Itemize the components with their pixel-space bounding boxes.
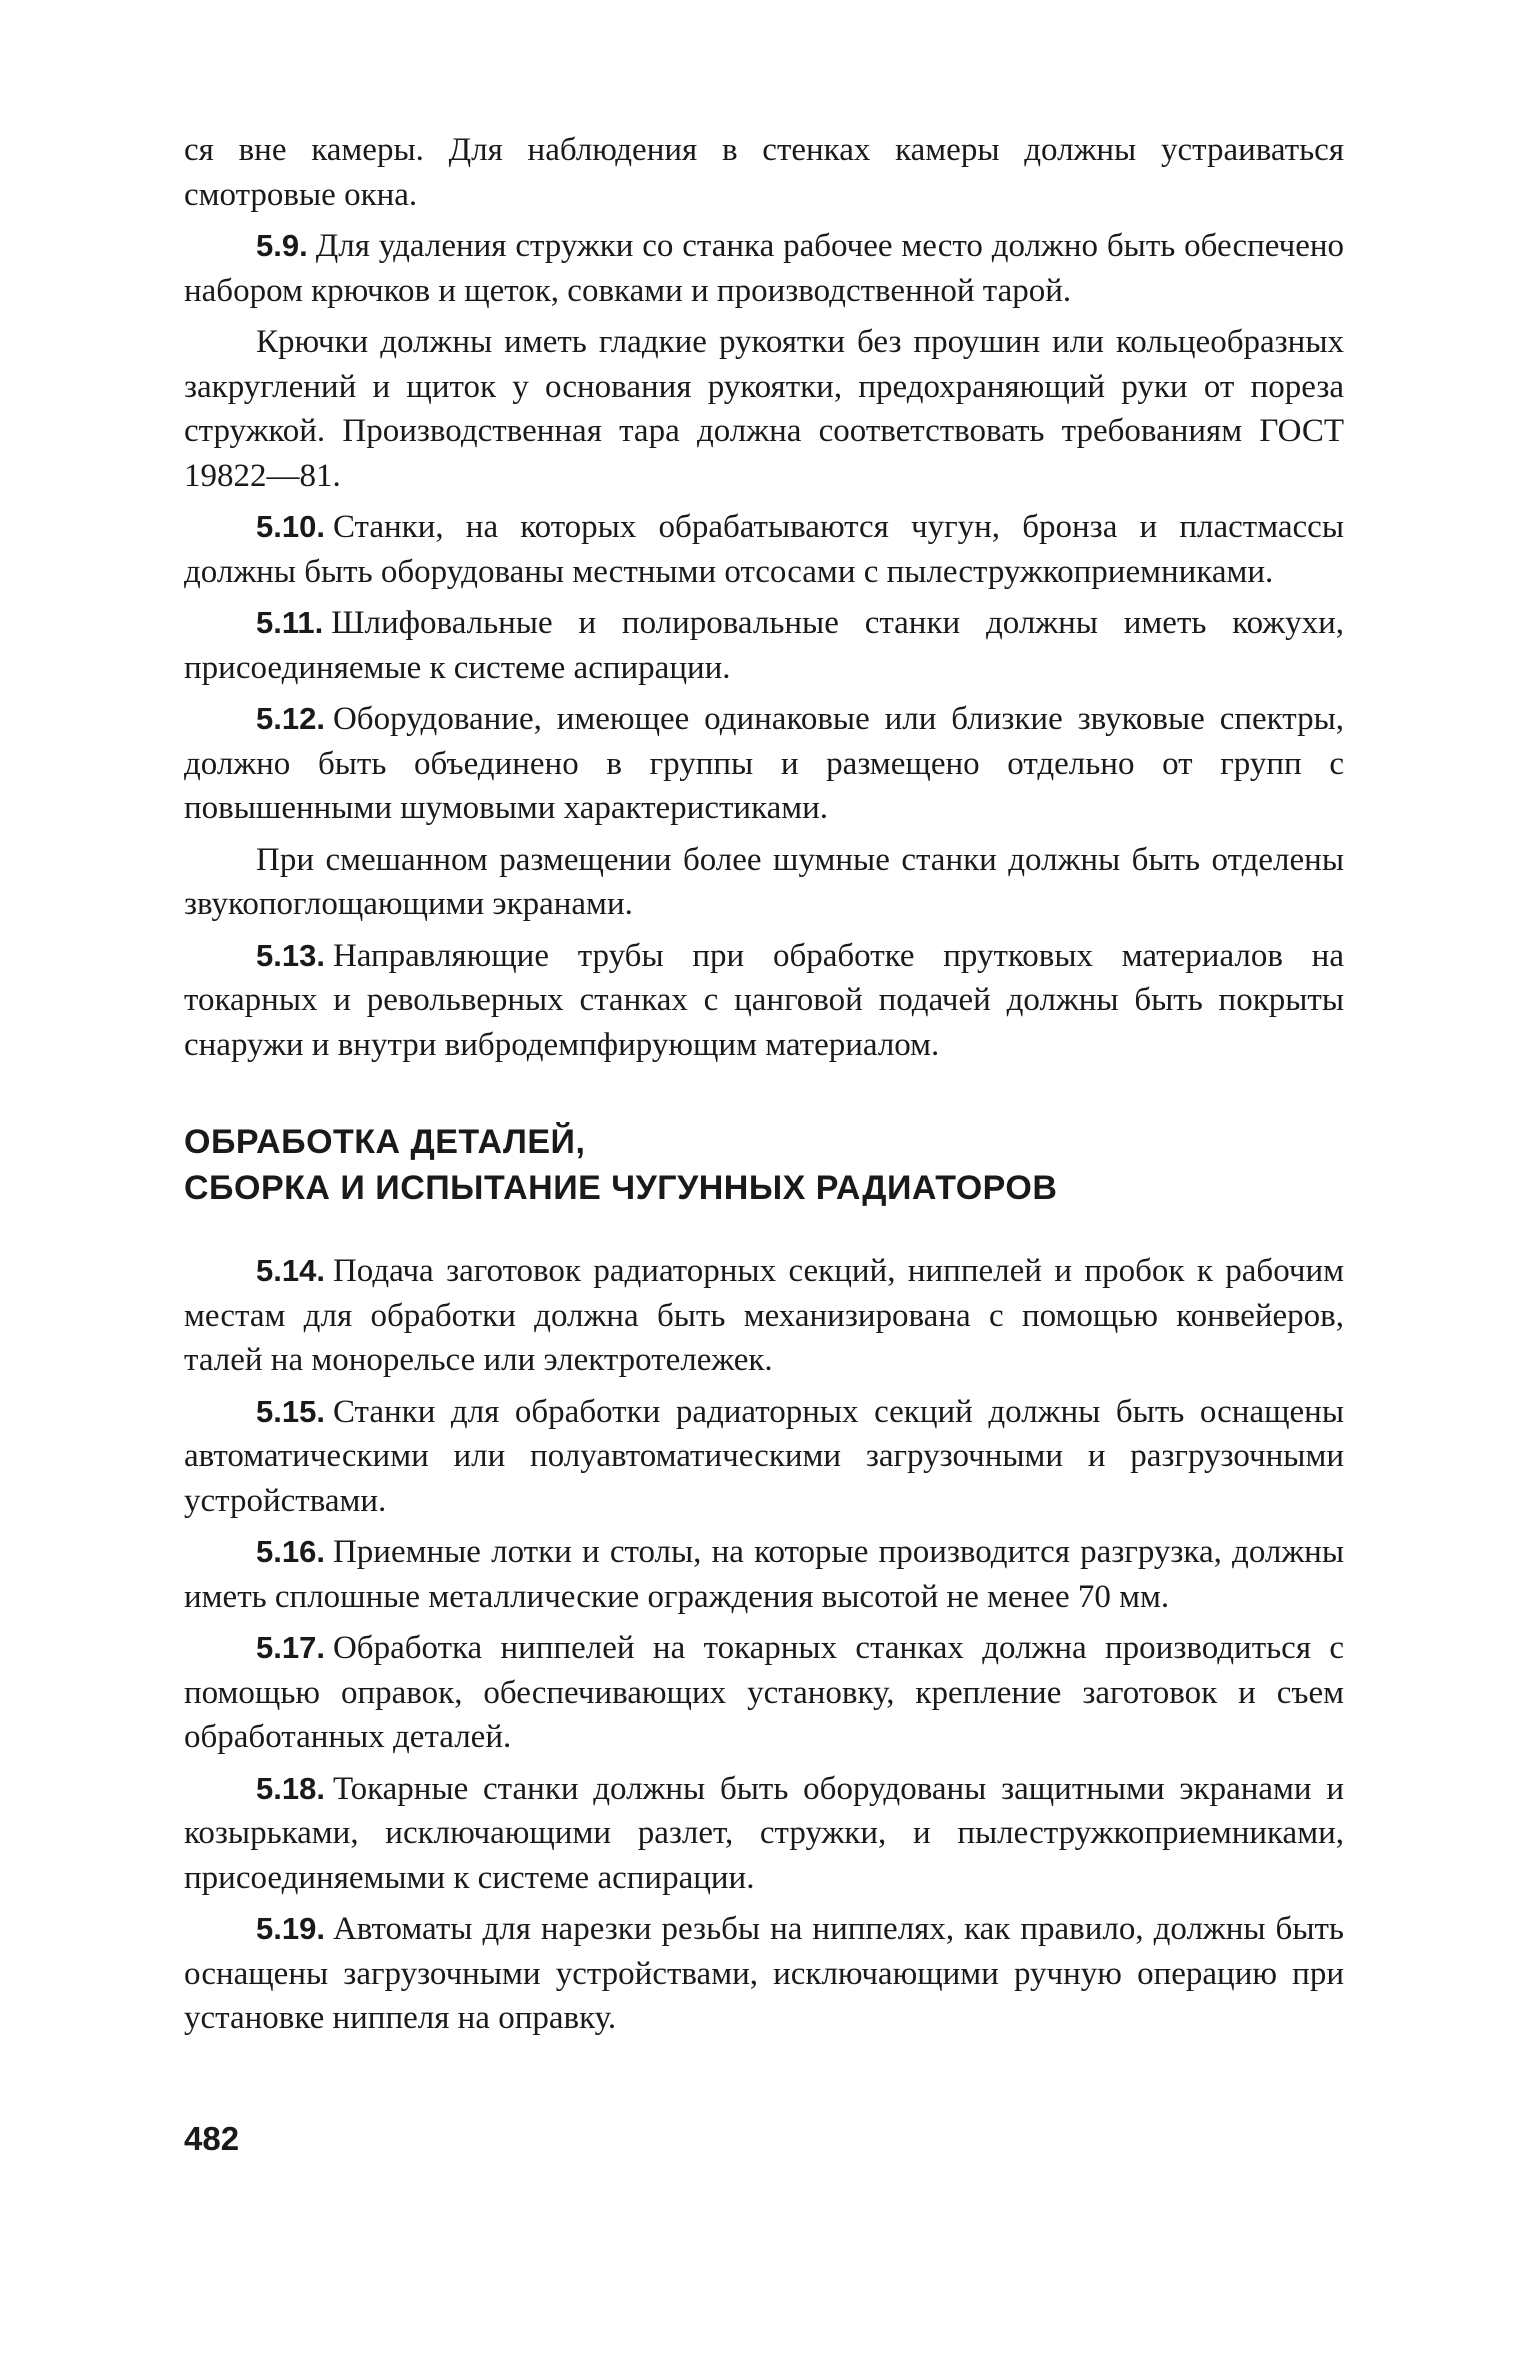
- paragraph: [184, 1626, 1344, 1760]
- paragraph-text: Для удаления стружки со станка рабочее место должно быть обеспечено набором крючков и щеток, совками и производственной тарой.: [184, 228, 1344, 309]
- paragraph-text: Обработка ниппелей на токарных станках должна производиться с помощью оправок, обеспечивающих установку, крепление заготовок и съем обработанных деталей.: [184, 1630, 1344, 1755]
- paragraph-text: При смешанном размещении более шумные станки должны быть отделены звукопоглощающими экранами.: [184, 841, 1344, 922]
- paragraph-text: Подача заготовок радиаторных секций, ниппелей и пробок к рабочим местам для обработки должна быть механизирована с помощью конвейеров, талей на монорельсе или электротележек.: [184, 1253, 1344, 1378]
- paragraph-text: Станки для обработки радиаторных секций должны быть оснащены автоматическими или полуавтоматическими загрузочными и разгрузочными устройствами.: [184, 1393, 1344, 1519]
- paragraph-text: Шлифовальные и полировальные станки должны иметь кожухи, присоединяемые к системе аспирации.: [184, 605, 1344, 686]
- clause-number: 5.12.: [256, 701, 325, 736]
- paragraph-text: Токарные станки должны быть оборудованы защитными экранами и козырьками, исключающими разлет, стружки, и пылестружкоприемниками, присоединяемыми к системе аспирации.: [184, 1770, 1344, 1896]
- page-number: 482: [184, 2120, 240, 2157]
- paragraph-text: Оборудование, имеющее одинаковые или близкие звуковые спектры, должно быть объединено в группы и размещено отдельно от групп с повышенными шумовыми характеристиками.: [184, 701, 1344, 826]
- clause-number: 5.18.: [256, 1770, 325, 1806]
- paragraph: [184, 1249, 1344, 1383]
- paragraph: [184, 934, 1344, 1068]
- paragraph-text: Приемные лотки и столы, на которые производится разгрузка, должны иметь сплошные металлические ограждения высотой не менее 70 мм.: [184, 1534, 1344, 1615]
- paragraph-text: Крючки должны иметь гладкие рукоятки без проушин или кольцеобразных закруглений и щиток у основания рукоятки, предохраняющий руки от пореза стружкой. Производственная тара должна соответствовать требованиям ГОСТ 19822—81.: [184, 324, 1344, 494]
- paragraph-text: ся вне камеры. Для наблюдения в стенках камеры должны устраиваться смотровые окна.: [184, 132, 1344, 213]
- paragraph: [184, 224, 1344, 313]
- paragraph: [184, 320, 1344, 498]
- paragraph: [184, 838, 1344, 927]
- clause-number: 5.13.: [256, 937, 325, 973]
- clause-number: 5.11.: [256, 605, 324, 640]
- paragraph: [184, 1530, 1344, 1619]
- paragraph: [184, 1390, 1344, 1524]
- paragraph-text: Станки, на которых обрабатываются чугун, бронза и пластмассы должны быть оборудованы местными отсосами с пылестружкоприемниками.: [184, 509, 1344, 590]
- section-heading-line-2: СБОРКА И ИСПЫТАНИЕ ЧУГУННЫХ РАДИАТОРОВ: [184, 1169, 1058, 1207]
- clause-number: 5.16.: [256, 1534, 325, 1569]
- clause-number: 5.17.: [256, 1630, 325, 1665]
- clause-number: 5.15.: [256, 1393, 325, 1429]
- paragraph: [184, 697, 1344, 831]
- clause-number: 5.19.: [256, 1911, 325, 1946]
- paragraph: [184, 128, 1344, 217]
- section-heading: [184, 1119, 1344, 1211]
- page-body: [184, 128, 1344, 2048]
- paragraph: [184, 505, 1344, 594]
- paragraph: [184, 1907, 1344, 2041]
- section-heading-line-1: ОБРАБОТКА ДЕТАЛЕЙ,: [184, 1123, 586, 1161]
- paragraph-text: Направляющие трубы при обработке прутковых материалов на токарных и револьверных станках с цанговой подачей должны быть покрыты снаружи и внутри вибродемпфирующим материалом.: [184, 937, 1344, 1063]
- clause-number: 5.9.: [256, 228, 308, 263]
- section-radiators-text: [184, 1249, 1344, 2041]
- clause-number: 5.14.: [256, 1253, 325, 1288]
- clause-number: 5.10.: [256, 509, 325, 544]
- section-continued-text: [184, 128, 1344, 1067]
- paragraph: [184, 601, 1344, 690]
- paragraph: [184, 1767, 1344, 1901]
- paragraph-text: Автоматы для нарезки резьбы на ниппелях, как правило, должны быть оснащены загрузочными устройствами, исключающими ручную операцию при установке ниппеля на оправку.: [184, 1911, 1344, 2036]
